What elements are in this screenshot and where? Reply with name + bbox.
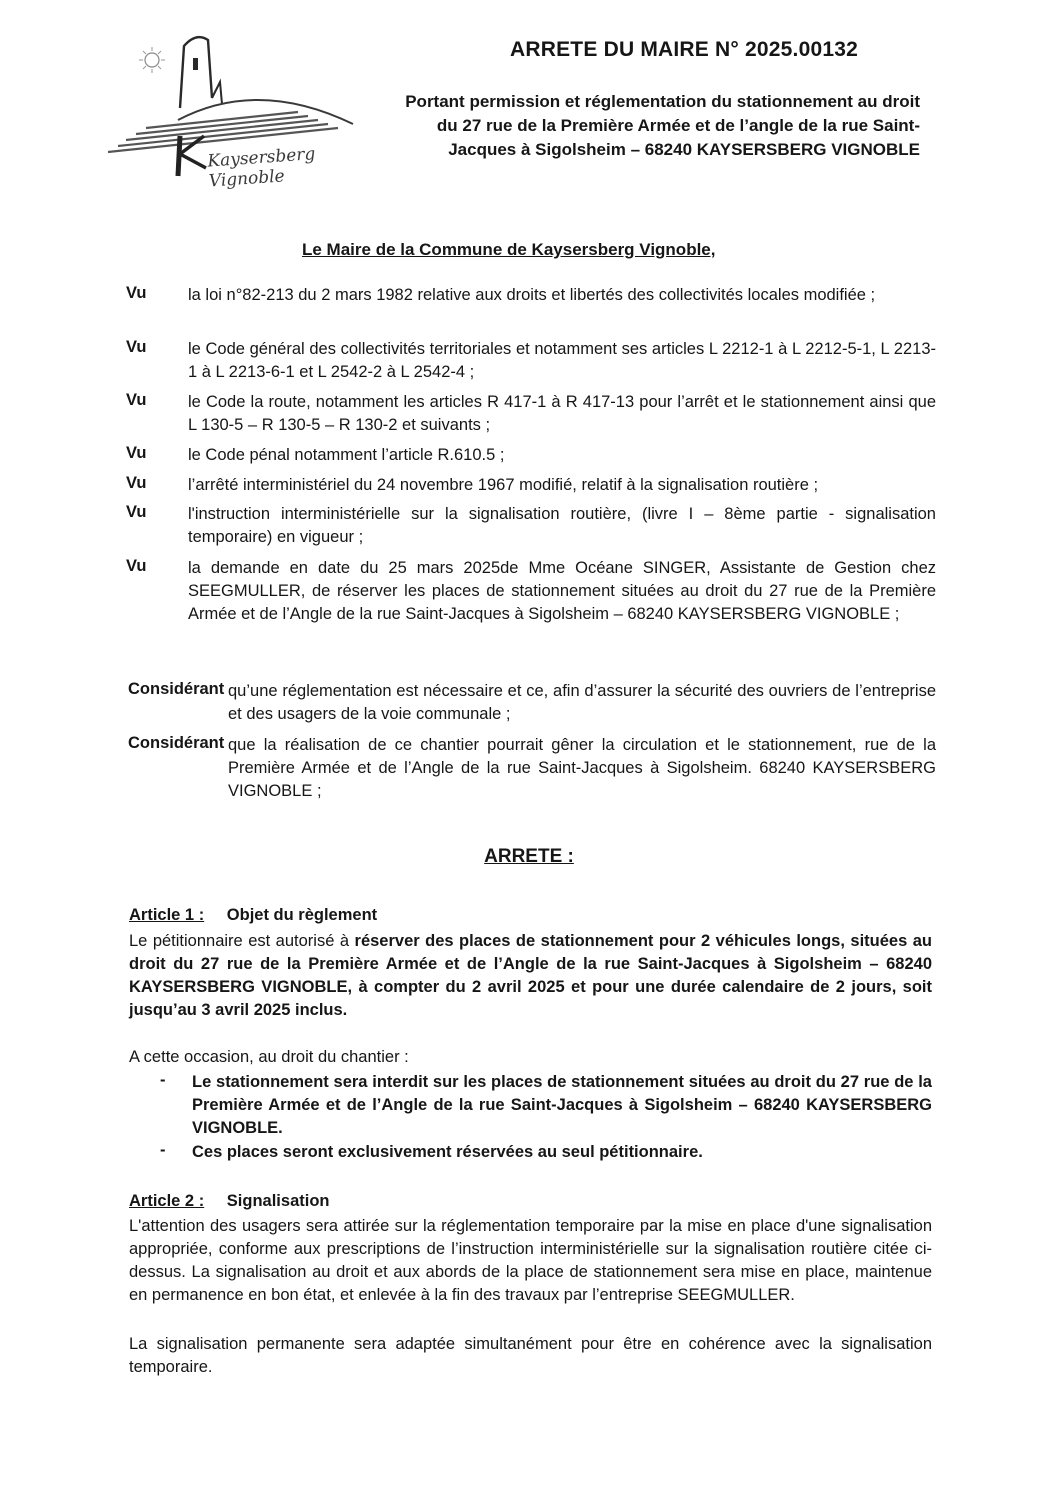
vu-item [126,444,936,467]
article-1-bold-text: réserver des places de stationnement pour 2 véhicules longs, situées au droit du 27 rue de la Première Armée et de l’Angle de la rue Saint-Jacques à Sigolsheim – 68240 KAYSERSBERG VIGNOBLE, à compter du 2 avril 2025 et pour une durée calendaire de 2 jours, soit jusqu’au 3 avril 2025 inclus. [129,932,932,1019]
vu-text: le Code la route, notamment les articles R 417-1 à R 417-13 pour l’arrêt et le stationnement ainsi que L 130-5 – R 130-5 – R 130-2 et suivants ; [188,393,936,434]
decree-title: ARRETE DU MAIRE N° 2025.00132 [510,38,858,61]
article-1-heading [129,906,377,925]
logo-wordmark: Kaysersberg Vignoble [206,144,316,192]
considerant-item [128,734,936,803]
bullet-item [160,1071,932,1140]
article-number: Article 2 : [129,1192,205,1210]
bullet-dash-icon: - [160,1071,166,1089]
decree-subtitle: Portant permission et réglementation du stationnement au droit du 27 rue de la Première Armée et de l’angle de la rue Saint-Jacques à Sigolsheim – 68240 KAYSERSBERG VIGNOBLE [405,92,920,159]
vu-label: Vu [126,474,147,492]
bullet-text: Ces places seront exclusivement réservées au seul pétitionnaire. [192,1143,703,1161]
considerant-label: Considérant [128,734,225,752]
vu-text: le Code général des collectivités territoriales et notamment ses articles L 2212-1 à L 2212-5-1, L 2213-1 à L 2213-6-1 et L 2542-2 à L 2542-4 ; [188,340,936,381]
article-2-heading [129,1192,329,1211]
vu-item [126,284,936,307]
bullet-item [160,1141,932,1164]
vu-label: Vu [126,557,147,575]
article-1-occasion: A cette occasion, au droit du chantier : [129,1048,409,1066]
vu-text: la loi n°82-213 du 2 mars 1982 relative aux droits et libertés des collectivités locales modifiée ; [188,286,876,304]
considerant-item [128,680,936,726]
vu-item [126,557,936,626]
considerant-label: Considérant [128,680,225,698]
bullet-text: Le stationnement sera interdit sur les places de stationnement situées au droit du 27 rue de la Première Armée et de l’Angle de la rue Saint-Jacques à Sigolsheim – 68240 KAYSERSBERG VIGNOBLE. [192,1073,932,1137]
vu-label: Vu [126,503,147,521]
article-1-body [129,930,932,1022]
article-2-paragraph-1: L'attention des usagers sera attirée sur la réglementation temporaire par la mise en place d'une signalisation appropriée, conforme aux prescriptions de l’instruction interministérielle sur la signalisation routière citée ci-dessus. La signalisation au droit et aux abords de la place de stationnement sera mise en place, maintenue en permanence en bon état, et enlevée à la fin des travaux par l’entreprise SEEGMULLER. [129,1217,932,1304]
vu-item [126,503,936,549]
considerant-text: qu’une réglementation est nécessaire et ce, afin d’assurer la sécurité des ouvriers de l’entreprise et des usagers de la voie communale ; [228,682,936,723]
mayor-heading: Le Maire de la Commune de Kaysersberg Vignoble, [302,240,716,259]
article-1-intro: Le pétitionnaire est autorisé à [129,932,355,950]
vu-item [126,474,936,497]
vu-label: Vu [126,338,147,356]
vu-text: le Code pénal notamment l’article R.610.5 ; [188,446,505,464]
arrete-heading: ARRETE : [484,846,574,867]
article-title: Objet du règlement [226,906,378,924]
vu-item [126,338,936,384]
vu-label: Vu [126,284,147,302]
article-number: Article 1 : [129,906,205,924]
vu-text: la demande en date du 25 mars 2025de Mme Océane SINGER, Assistante de Gestion chez SEEGMULLER, de réserver les places de stationnement situées au droit du 27 rue de la Première Armée et de l’Angle de la rue Saint-Jacques à Sigolsheim – 68240 KAYSERSBERG VIGNOBLE ; [188,559,936,623]
vu-label: Vu [126,391,147,409]
considerant-text: que la réalisation de ce chantier pourrait gêner la circulation et le stationnement, rue de la Première Armée et de l’Angle de la rue Saint-Jacques à Sigolsheim. 68240 KAYSERSBERG VIGNOBLE ; [228,736,936,800]
article-title: Signalisation [226,1192,330,1210]
vu-text: l'instruction interministérielle sur la signalisation routière, (livre I – 8ème partie - signalisation temporaire) en vigueur ; [188,505,936,546]
municipal-logo [108,28,368,192]
vu-item [126,391,936,437]
bullet-dash-icon: - [160,1141,166,1159]
vu-label: Vu [126,444,147,462]
article-2-paragraph-2: La signalisation permanente sera adaptée simultanément pour être en cohérence avec la signalisation temporaire. [129,1335,932,1376]
vu-text: l’arrêté interministériel du 24 novembre 1967 modifié, relatif à la signalisation routière ; [188,476,819,494]
